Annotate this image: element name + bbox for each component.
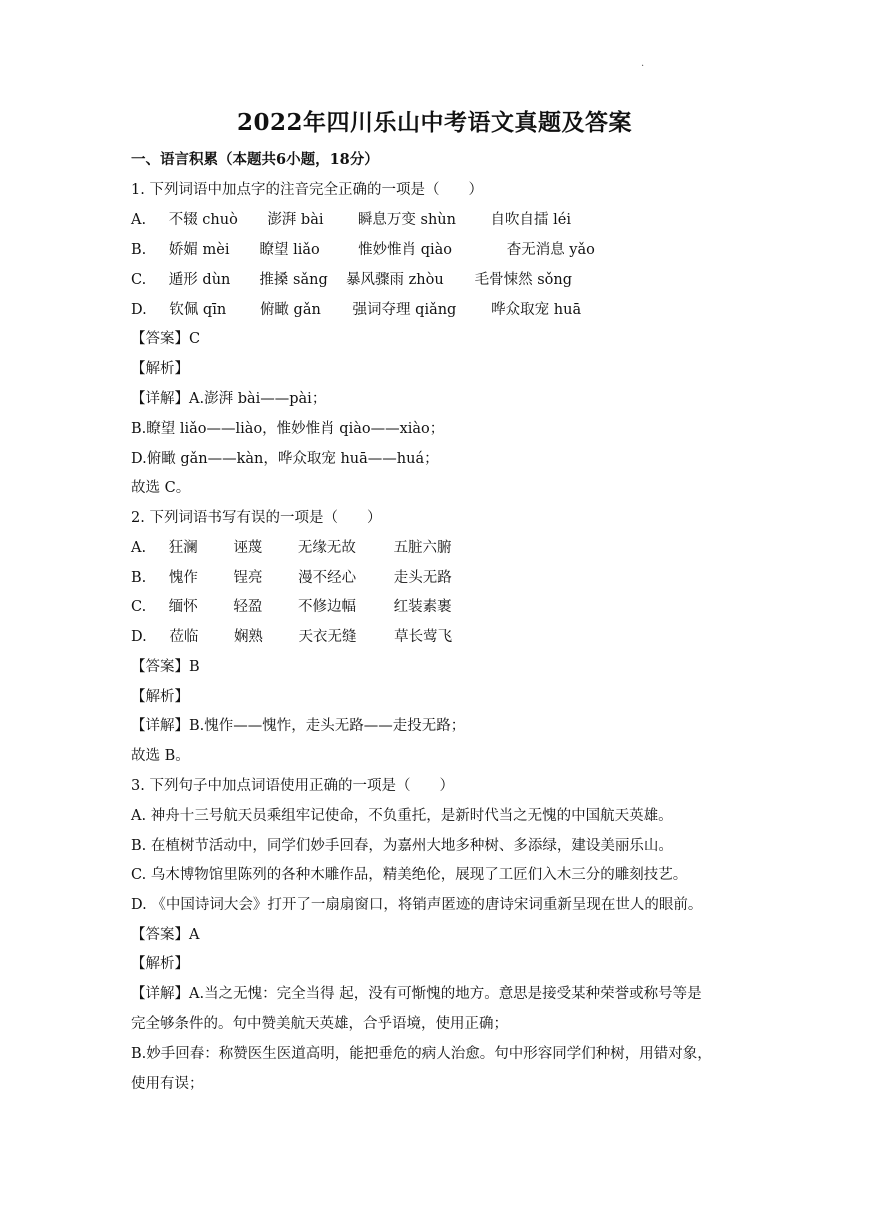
option-item: 无缘无故: [297, 540, 356, 556]
option-item: 钦佩 qīn: [169, 302, 227, 318]
option-label: A.: [131, 540, 147, 556]
option-item: 强词夺理 qiǎng: [352, 302, 457, 318]
q2-answer: 【答案】B: [131, 659, 200, 675]
q2-option-b: [131, 569, 452, 587]
q3-analysis: 【解析】: [131, 956, 189, 972]
q1-detail-line: D.俯瞰 gǎn——kàn，哗众取宠 huā——huá；: [131, 451, 439, 467]
option-item: 天衣无缝: [298, 629, 357, 645]
option-item: 狂澜: [168, 540, 198, 556]
option-label: D.: [131, 629, 147, 645]
q3-detail-line: B.妙手回春：称赞医生医道高明，能把垂危的病人治愈。句中形容同学们种树，用错对象，: [131, 1046, 712, 1062]
question-2-stem: 2. 下列词语书写有误的一项是（ ）: [131, 510, 382, 526]
option-item: 自吹自擂 léi: [490, 212, 571, 228]
option-item: 不修边幅: [298, 599, 357, 615]
q1-detail-line: 故选 C。: [131, 480, 191, 496]
q3-option-b: B. 在植树节活动中，同学们妙手回春，为嘉州大地多种树、多添绿，建设美丽乐山。: [131, 838, 673, 854]
q3-detail-line: 【详解】A.当之无愧：完全当得 起，没有可惭愧的地方。意思是接受某种荣誉或称号等是: [131, 986, 702, 1002]
option-item: 娇媚 mèi: [168, 242, 230, 258]
option-label: D.: [131, 302, 147, 318]
option-label: C.: [131, 272, 147, 288]
header-dot: .: [641, 58, 645, 69]
option-item: 莅临: [169, 629, 199, 645]
option-item: 漫不经心: [298, 570, 357, 586]
option-item: 愧作: [168, 570, 198, 586]
option-label: C.: [131, 599, 147, 615]
q2-option-c: [131, 598, 452, 616]
q3-option-d: D. 《中国诗词大会》打开了一扇扇窗口，将销声匿迹的唐诗宋词重新呈现在世人的眼前。: [131, 897, 703, 913]
q2-detail-line: 【详解】B.愧作——愧怍，走头无路——走投无路；: [131, 718, 466, 734]
option-item: 暴风骤雨 zhòu: [346, 272, 444, 288]
option-item: 诬蔑: [233, 540, 263, 556]
q1-option-d: [131, 301, 581, 319]
option-item: 锃亮: [233, 570, 263, 586]
option-item: 红装素裹: [393, 599, 452, 615]
option-label: A.: [131, 212, 147, 228]
question-1-stem: 1. 下列词语中加点字的注音完全正确的一项是（ ）: [131, 182, 483, 198]
q2-analysis: 【解析】: [131, 689, 189, 705]
q3-answer: 【答案】A: [131, 927, 200, 943]
q3-option-a: A. 神舟十三号航天员乘组牢记使命，不负重托，是新时代当之无愧的中国航天英雄。: [131, 808, 673, 824]
option-item: 不辍 chuò: [168, 212, 238, 228]
option-item: 轻盈: [233, 599, 263, 615]
q1-option-b: [131, 241, 595, 259]
q1-option-c: [131, 271, 572, 289]
q3-detail-line: 完全够条件的。句中赞美航天英雄，合乎语境，使用正确；: [131, 1016, 508, 1032]
option-item: 娴熟: [233, 629, 263, 645]
option-item: 走头无路: [393, 570, 452, 586]
page-title: 2022年四川乐山中考语文真题及答案: [236, 109, 632, 136]
option-label: B.: [131, 570, 147, 586]
q1-answer: 【答案】C: [131, 331, 201, 347]
q1-analysis: 【解析】: [131, 361, 189, 377]
q2-option-d: [131, 628, 452, 646]
option-item: 草长莺飞: [394, 629, 453, 645]
option-item: 澎湃 bài: [267, 212, 324, 228]
option-item: 俯瞰 gǎn: [259, 302, 321, 318]
option-item: 推搡 sǎng: [259, 272, 328, 288]
option-item: 毛骨悚然 sǒng: [474, 272, 573, 288]
question-3-stem: 3. 下列句子中加点词语使用正确的一项是（ ）: [131, 778, 454, 794]
option-item: 杳无消息 yǎo: [506, 242, 595, 258]
option-item: 瞭望 liǎo: [259, 242, 320, 258]
section-heading: 一、语言积累（本题共6小题，18分）: [131, 151, 379, 168]
q2-option-a: [131, 539, 452, 557]
q2-detail-line: 故选 B。: [131, 748, 190, 764]
q1-detail-line: 【详解】A.澎湃 bài——pài；: [131, 391, 327, 407]
option-label: B.: [131, 242, 147, 258]
option-item: 瞬息万变 shùn: [357, 212, 456, 228]
option-item: 遁形 dùn: [168, 272, 231, 288]
q3-option-c: C. 乌木博物馆里陈列的各种木雕作品，精美绝伦，展现了工匠们入木三分的雕刻技艺。: [131, 867, 688, 883]
option-item: 哗众取宠 huā: [491, 302, 582, 318]
q1-detail-line: B.瞭望 liǎo——liào，惟妙惟肖 qiào——xiào；: [131, 421, 445, 437]
option-item: 五脏六腑: [393, 540, 452, 556]
q3-detail-line: 使用有误；: [131, 1076, 204, 1092]
option-item: 缅怀: [168, 599, 198, 615]
option-item: 惟妙惟肖 qiào: [358, 242, 452, 258]
q1-option-a: [131, 211, 571, 229]
